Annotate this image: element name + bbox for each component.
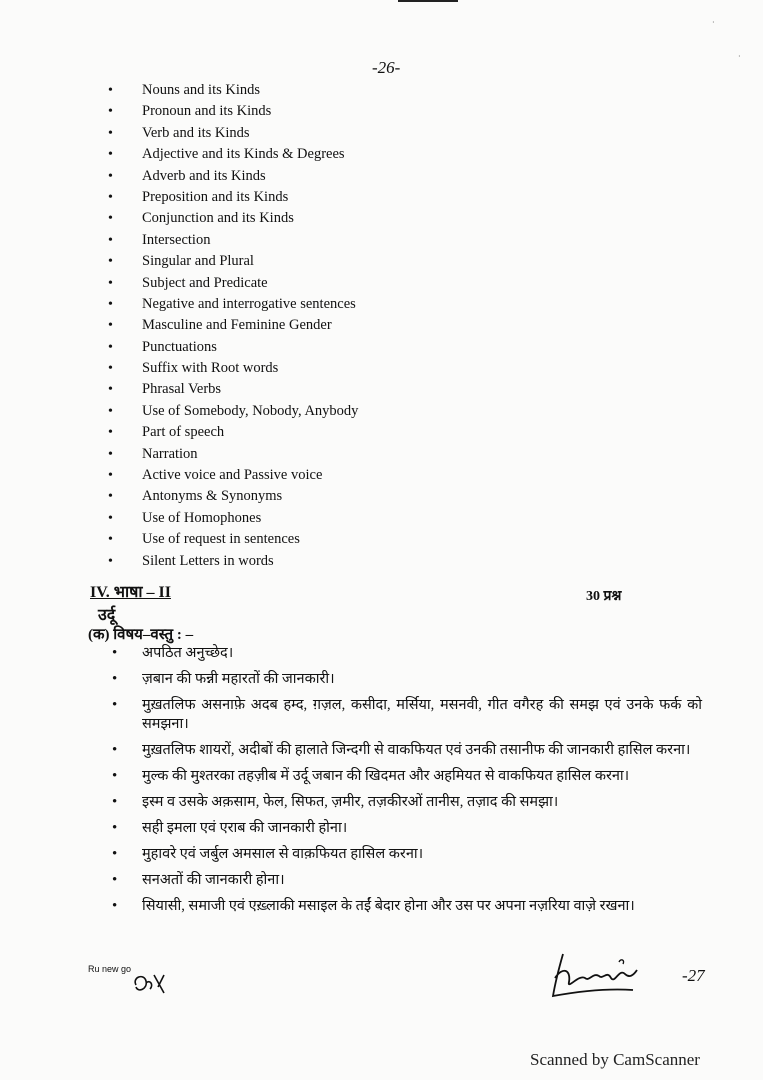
bullet-icon: •	[108, 403, 113, 419]
list-item	[112, 696, 702, 734]
list-item	[108, 422, 568, 443]
page-number: -26-	[372, 58, 401, 77]
list-item	[108, 251, 568, 272]
list-item	[108, 187, 568, 208]
list-item	[108, 80, 568, 101]
list-item	[108, 379, 568, 400]
list-item-text: सही इमला एवं एराब की जानकारी होना।	[142, 820, 348, 836]
list-item	[112, 897, 702, 916]
list-item-text: मुख़तलिफ असनाफ़े अदब हम्द, ग़ज़ल, कसीदा, मर्सिया, मसनवी, गीत वगैरह की समझ एवं उनके फर्क को समझना।	[142, 697, 702, 732]
bullet-icon: •	[112, 645, 118, 661]
scan-speck: ·	[738, 52, 741, 61]
next-page-number: -27	[682, 966, 705, 985]
list-item-text: Part of speech	[142, 424, 225, 441]
bullet-icon: •	[108, 104, 113, 120]
list-item-text: सनअतों की जानकारी होना।	[142, 872, 285, 888]
bullet-icon: •	[112, 820, 118, 836]
list-item-text: Singular and Plural	[142, 253, 254, 270]
list-item-text: मुहावरे एवं जर्बुल अमसाल से वाक़फियत हासिल करना।	[142, 846, 424, 862]
list-item-text: Phrasal Verbs	[142, 381, 222, 398]
list-item	[108, 123, 568, 144]
list-item	[112, 644, 702, 663]
top-rule	[398, 0, 458, 2]
list-item-text: मुल्क की मुश्तरका तहज़ीब में उर्दू जबान की खिदमत और अहमियत से वाकफियत हासिल करना।	[142, 768, 630, 784]
list-item-text: Conjunction and its Kinds	[142, 210, 294, 227]
bullet-icon: •	[108, 468, 113, 484]
list-item-text: इस्म व उसके अक़साम, फेल, सिफत, ज़मीर, तज़कीरओं तानीस, तज़ाद की समझा।	[142, 794, 559, 810]
list-item-text: Punctuations	[142, 338, 217, 355]
list-item	[108, 315, 568, 336]
list-item	[112, 845, 702, 864]
list-item	[108, 486, 568, 507]
list-item-text: Negative and interrogative sentences	[142, 295, 356, 312]
list-item	[112, 793, 702, 812]
list-item	[108, 230, 568, 251]
list-item	[108, 401, 568, 422]
bullet-icon: •	[108, 83, 113, 98]
list-item	[108, 444, 568, 465]
list-item-text: Verb and its Kinds	[142, 124, 250, 141]
list-item-text: Use of Somebody, Nobody, Anybody	[142, 402, 359, 419]
list-item	[108, 273, 568, 294]
bullet-icon: •	[112, 898, 118, 914]
list-item-text: Adverb and its Kinds	[142, 167, 266, 184]
list-item-text: मुख़तलिफ शायरों, अदीबों की हालाते जिन्दगी से वाकफियत एवं उनकी तसानीफ की जानकारी हासिल करना।	[142, 742, 691, 758]
list-item	[108, 337, 568, 358]
list-item-text: सियासी, समाजी एवं एख़्लाकी मसाइल के तईं बेदार होना और उस पर अपना नज़रिया वाज़े रखना।	[142, 898, 635, 914]
list-item-text: Narration	[142, 445, 198, 462]
bullet-icon: •	[108, 361, 113, 377]
bullet-icon: •	[108, 532, 113, 548]
bullet-icon: •	[108, 510, 113, 526]
bullet-icon: •	[112, 872, 118, 888]
bullet-icon: •	[108, 125, 113, 141]
list-item-text: Antonyms & Synonyms	[142, 488, 283, 505]
bullet-icon: •	[112, 846, 118, 862]
list-item-text: Use of request in sentences	[142, 531, 300, 548]
urdu-topic-list	[112, 644, 702, 923]
scanner-watermark: Scanned by CamScanner	[530, 1050, 700, 1069]
bullet-icon: •	[108, 189, 113, 205]
list-item	[108, 144, 568, 165]
bullet-icon: •	[108, 147, 113, 163]
bullet-icon: •	[108, 232, 113, 248]
list-item	[108, 294, 568, 315]
list-item	[112, 741, 702, 760]
bullet-icon: •	[112, 742, 118, 758]
section-title: IV. भाषा – II	[90, 584, 171, 601]
bullet-icon: •	[108, 425, 113, 441]
initials-signature	[130, 965, 190, 999]
list-item-text: Suffix with Root words	[142, 360, 279, 377]
list-item	[112, 670, 702, 689]
list-item	[108, 166, 568, 187]
list-item	[108, 465, 568, 486]
scan-speck: ·	[712, 18, 715, 27]
bullet-icon: •	[108, 211, 113, 227]
list-item-text: अपठित अनुच्छेद।	[142, 645, 234, 661]
list-item-text: Masculine and Feminine Gender	[142, 317, 332, 334]
bullet-icon: •	[112, 794, 118, 810]
bullet-icon: •	[108, 254, 113, 270]
bullet-icon: •	[108, 339, 113, 355]
list-item-text: ज़बान की फन्नी महारतों की जानकारी।	[142, 671, 335, 687]
bullet-icon: •	[112, 768, 118, 784]
list-item	[112, 819, 702, 838]
list-item-text: Subject and Predicate	[142, 274, 268, 291]
list-item-text: Nouns and its Kinds	[142, 82, 261, 98]
english-topic-list	[108, 80, 568, 572]
list-item	[108, 529, 568, 550]
list-item	[108, 551, 568, 572]
list-item-text: Intersection	[142, 231, 211, 248]
list-item	[112, 767, 702, 786]
list-item-text: Pronoun and its Kinds	[142, 103, 272, 120]
bullet-icon: •	[112, 697, 118, 713]
handwritten-note: Ru new go	[88, 964, 132, 974]
bullet-icon: •	[112, 671, 118, 687]
list-item	[108, 101, 568, 122]
bullet-icon: •	[108, 296, 113, 312]
bullet-icon: •	[108, 553, 113, 569]
signature	[545, 948, 675, 1008]
list-item-text: Silent Letters in words	[142, 552, 274, 569]
bullet-icon: •	[108, 275, 113, 291]
list-item	[108, 358, 568, 379]
subject-heading: (क) विषय–वस्तु : –	[88, 627, 194, 643]
bullet-icon: •	[108, 446, 113, 462]
list-item	[112, 871, 702, 890]
list-item-text: Active voice and Passive voice	[142, 467, 323, 484]
bullet-icon: •	[108, 168, 113, 184]
bullet-icon: •	[108, 318, 113, 334]
question-count: 30 प्रश्न	[586, 589, 622, 604]
bullet-icon: •	[108, 382, 113, 398]
bullet-icon: •	[108, 489, 113, 505]
list-item-text: Adjective and its Kinds & Degrees	[142, 146, 345, 163]
language-label: उर्दू	[98, 607, 116, 624]
list-item	[108, 208, 568, 229]
list-item-text: Use of Homophones	[142, 509, 262, 526]
list-item-text: Preposition and its Kinds	[142, 188, 289, 205]
list-item	[108, 508, 568, 529]
